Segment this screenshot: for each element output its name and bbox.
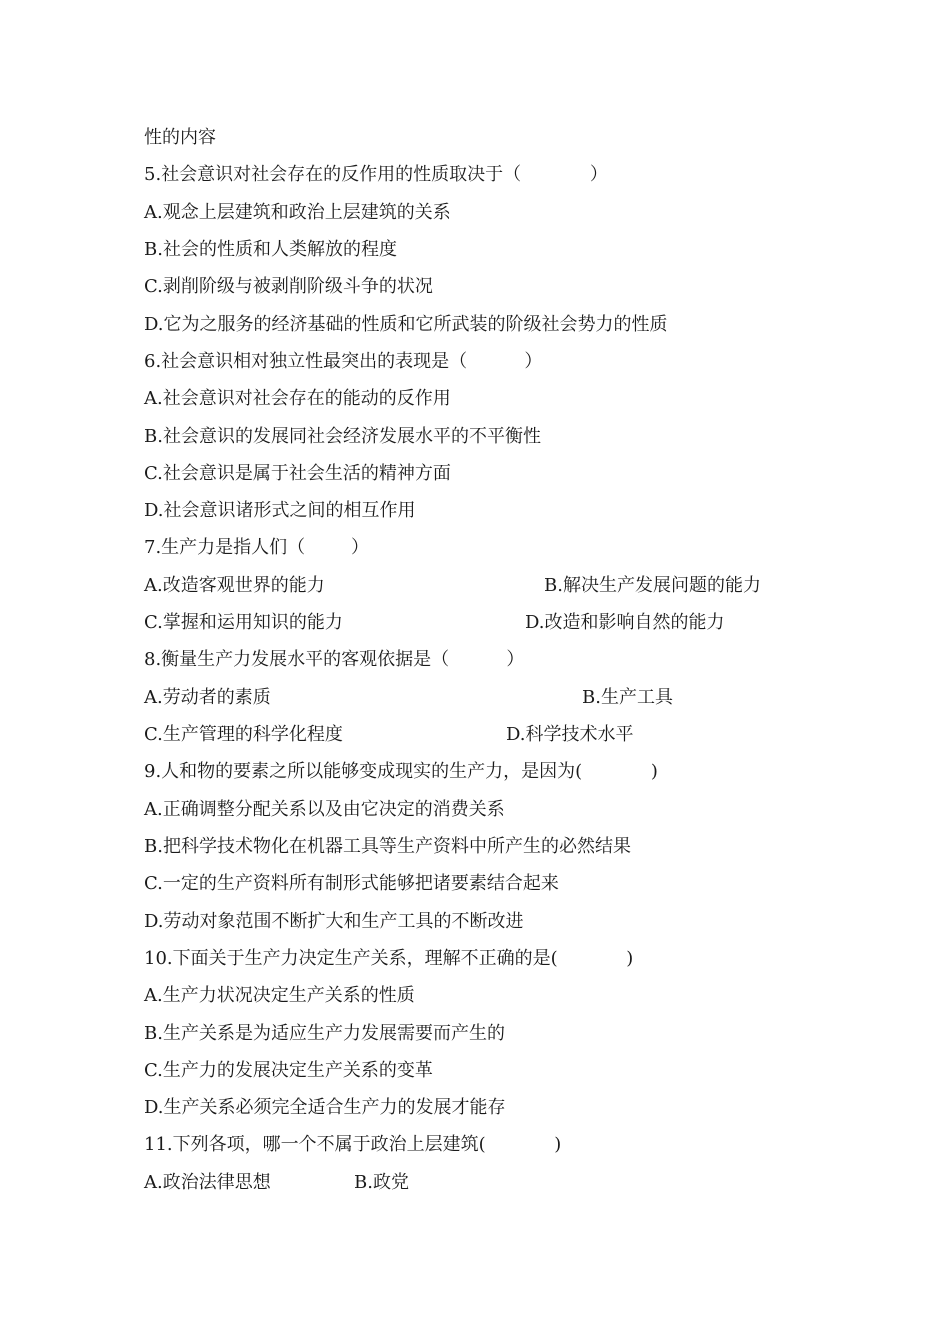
option-9a: A.正确调整分配关系以及由它决定的消费关系 — [144, 799, 505, 820]
question-5: 5.社会意识对社会存在的反作用的性质取决于（ ） — [144, 164, 608, 185]
option-8a: A.劳动者的素质 — [144, 687, 271, 708]
option-5c: C.剥削阶级与被剥削阶级斗争的状况 — [144, 276, 433, 297]
question-7: 7.生产力是指人们（ ） — [144, 537, 369, 558]
option-8d: D.科学技术水平 — [506, 724, 634, 745]
option-11a: A.政治法律思想 — [144, 1172, 271, 1193]
option-7b: B.解决生产发展问题的能力 — [544, 575, 761, 596]
option-10c: C.生产力的发展决定生产关系的变革 — [144, 1060, 433, 1081]
option-6c: C.社会意识是属于社会生活的精神方面 — [144, 463, 451, 484]
option-5d: D.它为之服务的经济基础的性质和它所武装的阶级社会势力的性质 — [144, 314, 668, 335]
option-6d: D.社会意识诸形式之间的相互作用 — [144, 500, 416, 521]
option-10b: B.生产关系是为适应生产力发展需要而产生的 — [144, 1023, 505, 1044]
option-10a: A.生产力状况决定生产关系的性质 — [144, 985, 415, 1006]
option-9b: B.把科学技术物化在机器工具等生产资料中所产生的必然结果 — [144, 836, 631, 857]
question-10: 10.下面关于生产力决定生产关系，理解不正确的是( ) — [144, 948, 634, 969]
option-8b: B.生产工具 — [582, 687, 673, 708]
question-6: 6.社会意识相对独立性最突出的表现是（ ） — [144, 351, 543, 372]
question-8: 8.衡量生产力发展水平的客观依据是（ ） — [144, 649, 525, 670]
option-7d: D.改造和影响自然的能力 — [525, 612, 725, 633]
option-5a: A.观念上层建筑和政治上层建筑的关系 — [144, 202, 451, 223]
question-9: 9.人和物的要素之所以能够变成现实的生产力，是因为( ) — [144, 761, 658, 782]
option-7a: A.改造客观世界的能力 — [144, 575, 325, 596]
option-9c: C.一定的生产资料所有制形式能够把诸要素结合起来 — [144, 873, 559, 894]
text-line: 性的内容 — [144, 127, 216, 148]
option-9d: D.劳动对象范围不断扩大和生产工具的不断改进 — [144, 911, 524, 932]
option-8c: C.生产管理的科学化程度 — [144, 724, 343, 745]
option-6b: B.社会意识的发展同社会经济发展水平的不平衡性 — [144, 426, 541, 447]
option-7c: C.掌握和运用知识的能力 — [144, 612, 343, 633]
option-10d: D.生产关系必须完全适合生产力的发展才能存 — [144, 1097, 506, 1118]
option-11b: B.政党 — [354, 1172, 409, 1193]
option-5b: B.社会的性质和人类解放的程度 — [144, 239, 397, 260]
question-11: 11.下列各项，哪一个不属于政治上层建筑( ) — [144, 1134, 562, 1155]
option-6a: A.社会意识对社会存在的能动的反作用 — [144, 388, 451, 409]
